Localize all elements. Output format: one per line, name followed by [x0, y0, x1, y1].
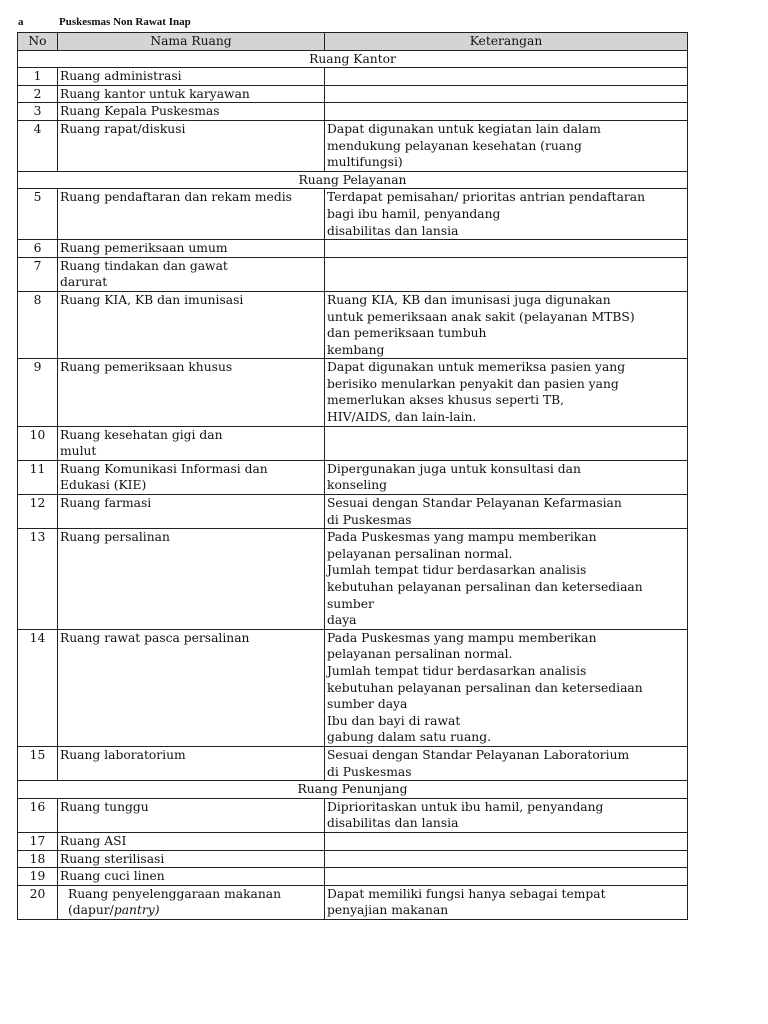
- section-title: Ruang Pelayanan: [18, 171, 688, 189]
- description-line: dan pemeriksaan tumbuh: [327, 326, 487, 341]
- room-name: [58, 746, 325, 780]
- description-line: Sesuai dengan Standar Pelayanan Kefarmasian: [327, 496, 622, 511]
- room-description: [325, 189, 688, 240]
- table-row: [18, 495, 688, 529]
- room-name-line: Ruang kantor untuk karyawan: [60, 86, 250, 101]
- row-number: 9: [18, 359, 58, 426]
- room-name-line: mulut: [60, 444, 97, 459]
- row-number: 1: [18, 68, 58, 86]
- description-line: sumber daya: [327, 697, 408, 712]
- room-name-line: Ruang ASI: [60, 833, 127, 848]
- room-name: [58, 629, 325, 746]
- description-line: disabilitas dan lansia: [327, 223, 459, 238]
- description-line: konseling: [327, 478, 388, 493]
- table-row: [18, 240, 688, 258]
- room-description: [325, 798, 688, 832]
- description-line: Pada Puskesmas yang mampu memberikan: [327, 530, 597, 545]
- room-name-line: Ruang kesehatan gigi dan: [60, 427, 223, 442]
- table-row: [18, 85, 688, 103]
- room-name: [58, 868, 325, 886]
- description-line: memerlukan akses khusus seperti TB,: [327, 393, 565, 408]
- row-number: 14: [18, 629, 58, 746]
- description-line: Dapat memiliki fungsi hanya sebagai tempat: [327, 886, 606, 901]
- description-line: Jumlah tempat tidur berdasarkan analisis: [327, 663, 587, 678]
- heading-letter: a: [18, 16, 24, 28]
- room-description: [325, 850, 688, 868]
- description-line: pelayanan persalinan normal.: [327, 647, 513, 662]
- description-line: Sesuai dengan Standar Pelayanan Laboratorium: [327, 747, 630, 762]
- room-description: [325, 85, 688, 103]
- section-title: Ruang Kantor: [18, 50, 688, 68]
- row-number: 2: [18, 85, 58, 103]
- room-name: [58, 68, 325, 86]
- room-name-plain: (dapur/: [68, 903, 114, 918]
- description-line: untuk pemeriksaan anak sakit (pelayanan MTBS): [327, 309, 635, 324]
- room-name-line: Ruang tunggu: [60, 799, 149, 814]
- room-name-line: Ruang rawat pasca persalinan: [60, 630, 250, 645]
- table-row: [18, 529, 688, 630]
- description-line: Dapat digunakan untuk kegiatan lain dalam: [327, 121, 601, 136]
- room-name: [58, 529, 325, 630]
- description-line: Terdapat pemisahan/ prioritas antrian pendaftaran: [327, 190, 646, 205]
- section-row: [18, 50, 688, 68]
- room-name: [58, 291, 325, 358]
- room-description: [325, 868, 688, 886]
- row-number: 20: [18, 885, 58, 919]
- room-description: [325, 291, 688, 358]
- room-name-line: [68, 902, 322, 919]
- row-number: 17: [18, 832, 58, 850]
- room-description: [325, 495, 688, 529]
- table-row: [18, 798, 688, 832]
- room-name: [58, 850, 325, 868]
- room-name: [58, 832, 325, 850]
- room-name: [58, 885, 325, 919]
- row-number: 8: [18, 291, 58, 358]
- room-name: [58, 426, 325, 460]
- room-name-line: Edukasi (KIE): [60, 478, 147, 493]
- description-line: berisiko menularkan penyakit dan pasien yang: [327, 376, 619, 391]
- table-row: [18, 885, 688, 919]
- room-description: [325, 885, 688, 919]
- row-number: 18: [18, 850, 58, 868]
- document-heading: [18, 16, 191, 28]
- room-description: [325, 629, 688, 746]
- room-name-line: Ruang pendaftaran dan rekam medis: [60, 190, 292, 205]
- room-table: [17, 32, 688, 920]
- description-line: multifungsi): [327, 155, 403, 170]
- room-name: [58, 240, 325, 258]
- description-line: kebutuhan pelayanan persalinan dan ketersediaan: [327, 580, 643, 594]
- room-name-line: Ruang KIA, KB dan imunisasi: [60, 292, 244, 307]
- header-name: Nama Ruang: [58, 33, 325, 51]
- room-description: [325, 103, 688, 121]
- section-row: [18, 171, 688, 189]
- table-row: [18, 68, 688, 86]
- room-name-line: darurat: [60, 275, 108, 290]
- room-description: [325, 460, 688, 494]
- row-number: 10: [18, 426, 58, 460]
- room-name-line: Ruang sterilisasi: [60, 851, 165, 866]
- room-name: [58, 85, 325, 103]
- room-description: [325, 832, 688, 850]
- table-row: [18, 359, 688, 426]
- heading-title: Puskesmas Non Rawat Inap: [59, 16, 191, 28]
- description-line: di Puskesmas: [327, 512, 412, 527]
- room-name: [58, 460, 325, 494]
- row-number: 5: [18, 189, 58, 240]
- table-row: [18, 257, 688, 291]
- room-name-line: Ruang rapat/diskusi: [60, 121, 186, 136]
- room-name-line: Ruang pemeriksaan umum: [60, 241, 228, 256]
- description-line: di Puskesmas: [327, 764, 412, 779]
- table-row: [18, 103, 688, 121]
- room-name-line: Ruang pemeriksaan khusus: [60, 360, 233, 375]
- description-line: Dipergunakan juga untuk konsultasi dan: [327, 461, 581, 476]
- room-description: [325, 257, 688, 291]
- room-name: [58, 189, 325, 240]
- room-name-line: Ruang penyelenggaraan makanan: [68, 886, 282, 901]
- description-line: Jumlah tempat tidur berdasarkan analisis: [327, 563, 587, 578]
- table-row: [18, 120, 688, 171]
- room-name-line: Ruang laboratorium: [60, 747, 186, 762]
- description-line: kebutuhan pelayanan persalinan dan ketersediaan: [327, 680, 643, 695]
- header-no: No: [18, 33, 58, 51]
- table-body: [18, 50, 688, 885]
- room-name: [58, 120, 325, 171]
- room-name: [58, 103, 325, 121]
- header-desc: Keterangan: [325, 33, 688, 51]
- room-name: [58, 359, 325, 426]
- table-row: [18, 850, 688, 868]
- room-description: [325, 120, 688, 171]
- room-description: [325, 746, 688, 780]
- room-description: [325, 426, 688, 460]
- row-number: 19: [18, 868, 58, 886]
- row-number: 11: [18, 460, 58, 494]
- row-number: 16: [18, 798, 58, 832]
- description-line: sumber: [327, 596, 374, 611]
- room-description: [325, 240, 688, 258]
- description-line: mendukung pelayanan kesehatan (ruang: [327, 138, 582, 153]
- section-title: Ruang Penunjang: [18, 781, 688, 799]
- description-line: penyajian makanan: [327, 903, 449, 918]
- description-line: daya: [327, 613, 357, 628]
- table-row: [18, 426, 688, 460]
- table-body-last: [18, 885, 688, 919]
- table-row: [18, 291, 688, 358]
- description-line: Pada Puskesmas yang mampu memberikan: [327, 630, 597, 645]
- room-name-line: Ruang Kepala Puskesmas: [60, 104, 220, 119]
- description-line: Ruang KIA, KB dan imunisasi juga digunakan: [327, 292, 611, 307]
- table-row: [18, 868, 688, 886]
- room-name: [58, 495, 325, 529]
- room-description: [325, 68, 688, 86]
- room-name-line: Ruang farmasi: [60, 496, 152, 511]
- row-number: 12: [18, 495, 58, 529]
- row-number: 6: [18, 240, 58, 258]
- room-name-italic: pantry): [113, 903, 160, 918]
- description-line: kembang: [327, 342, 385, 357]
- description-line: Dapat digunakan untuk memeriksa pasien yang: [327, 360, 626, 375]
- room-name: [58, 798, 325, 832]
- room-name: [58, 257, 325, 291]
- row-number: 4: [18, 120, 58, 171]
- row-number: 7: [18, 257, 58, 291]
- description-line: bagi ibu hamil, penyandang: [327, 206, 501, 221]
- room-name-line: Ruang tindakan dan gawat: [60, 258, 228, 273]
- description-line: gabung dalam satu ruang.: [327, 730, 491, 745]
- table-row: [18, 629, 688, 746]
- table-header-row: [18, 33, 688, 51]
- table-row: [18, 746, 688, 780]
- table-row: [18, 460, 688, 494]
- room-description: [325, 359, 688, 426]
- room-name-line: Ruang Komunikasi Informasi dan: [60, 461, 268, 476]
- room-name-line: Ruang cuci linen: [60, 869, 165, 884]
- description-line: disabilitas dan lansia: [327, 816, 459, 831]
- room-name-line: Ruang administrasi: [60, 69, 182, 84]
- description-line: HIV/AIDS, dan lain-lain.: [327, 410, 477, 425]
- description-line: Ibu dan bayi di rawat: [327, 713, 461, 728]
- row-number: 15: [18, 746, 58, 780]
- row-number: 13: [18, 529, 58, 630]
- room-description: [325, 529, 688, 630]
- table-row: [18, 832, 688, 850]
- description-line: pelayanan persalinan normal.: [327, 546, 513, 561]
- row-number: 3: [18, 103, 58, 121]
- description-line: Diprioritaskan untuk ibu hamil, penyandang: [327, 799, 604, 814]
- section-row: [18, 781, 688, 799]
- table-row: [18, 189, 688, 240]
- room-name-line: Ruang persalinan: [60, 530, 170, 545]
